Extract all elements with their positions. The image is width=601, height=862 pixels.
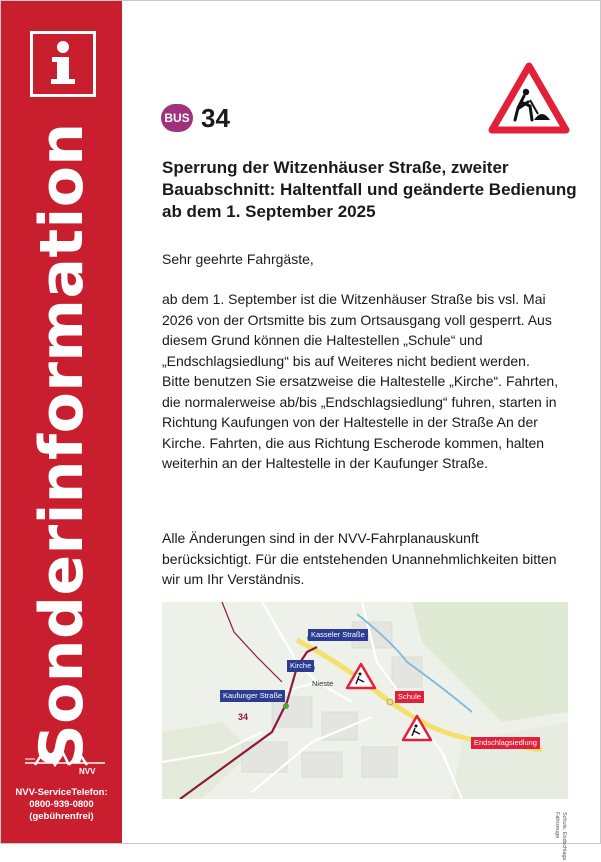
nvv-logo-text: NVV (79, 767, 96, 776)
route-label: 34 (238, 712, 249, 722)
sidebar (1, 1, 122, 843)
stop-label-endschlag: Endschlagsiedlung (471, 737, 540, 749)
greeting: Sehr geehrte Fahrgäste, (162, 251, 314, 267)
body-paragraph-1b: Bitte benutzen Sie ersatzweise die Haltestelle „Kirche“. Fahrten, die normalerweise ab/bis „Endschlagsiedlung“ fuhren, starten in Richtung Kaufungen von der Haltestelle in der Straße An der Kirche. Fahrten, die aus Richtung Escherode kommen, halten weiterhin an der Haltestelle in der Kaufunger Straße. (162, 373, 559, 471)
body-paragraph-2: Alle Änderungen sind in der NVV-Fahrplanauskunft berücksichtigt. Für die entstehenden Unannehmlichkeiten bitten wir um Ihr Verständnis. (162, 530, 557, 587)
info-icon (30, 31, 96, 97)
stop-label-schule: Schule (395, 691, 424, 703)
sidebar-title: Sonderinformation (27, 122, 97, 768)
service-label: NVV-ServiceTelefon: (15, 787, 108, 798)
route-number: 34 (201, 103, 230, 133)
service-note: (gebührenfrei) (29, 811, 94, 822)
roadworks-warning-icon (488, 62, 570, 139)
map-credit-line-1: Schule, Endschlags. (561, 812, 567, 862)
place-label-nieste: Nieste (312, 679, 334, 688)
stop-label-kasseler: Kasseler Straße (308, 629, 368, 641)
stop-label-kaufunger: Kaufunger Straße (220, 690, 285, 702)
nvv-logo (25, 743, 105, 782)
service-phone (1, 787, 122, 823)
map-credit-line-2: Fahrzeuge (554, 812, 560, 839)
bus-badge: BUS (161, 104, 193, 132)
map-credit (553, 812, 567, 862)
stop-label-kirche: Kirche (287, 660, 314, 672)
headline: Sperrung der Witzenhäuser Straße, zweiter Bauabschnitt: Haltentfall und geänderte Bedienung ab dem 1. September 2025 (162, 158, 577, 221)
service-number: 0800-939-0800 (29, 799, 94, 810)
body-paragraph-1a: ab dem 1. September ist die Witzenhäuser Straße bis vsl. Mai 2026 von der Ortsmitte bis zum Ortsausgang voll gesperrt. Aus diesem Grund können die Haltestellen „Schule“ und „Endschlagsiedlung“ bis auf Weiteres nicht bedient werden. (162, 291, 552, 369)
route-map (162, 602, 568, 799)
body-paragraph-1 (162, 289, 567, 474)
